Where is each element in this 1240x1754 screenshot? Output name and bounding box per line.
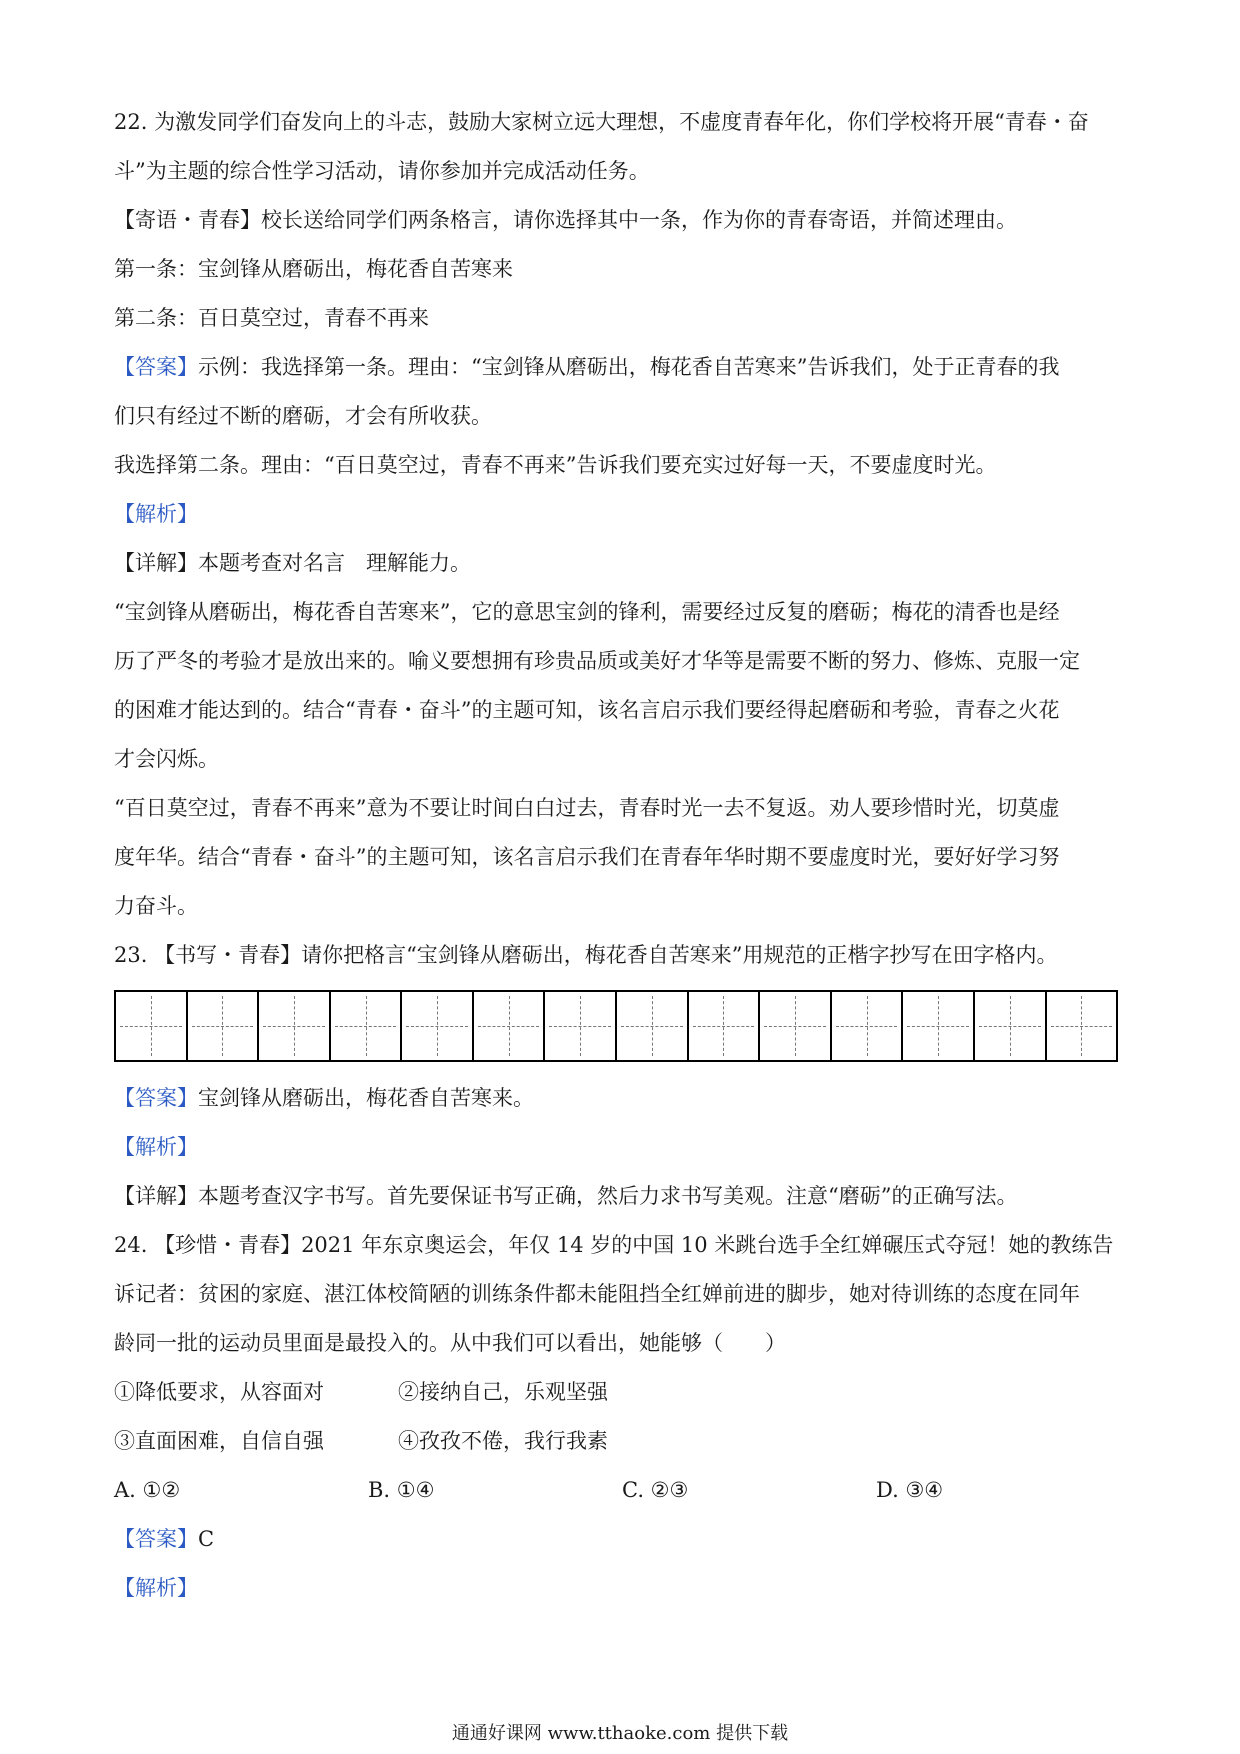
q22-answer-line-2: 们只有经过不断的磨砺，才会有所收获。: [114, 404, 492, 428]
tianzige-cell[interactable]: [400, 992, 472, 1060]
q23-answer: [114, 1074, 1130, 1123]
option-c[interactable]: C. ②③: [622, 1478, 689, 1502]
q22-intro-line-2: 斗”为主题的综合性学习活动，请你参加并完成活动任务。: [114, 159, 650, 183]
q24-stem-line-3: 龄同一批的运动员里面是最投入的。从中我们可以看出，她能够（ ）: [114, 1331, 786, 1355]
q22-para1-line-2: 历了严冬的考验才是放出来的。喻义要想拥有珍贵品质或美好才华等是需要不断的努力、修炼、克服一定: [114, 649, 1080, 673]
document-page: [114, 98, 1130, 1613]
q23-prompt: 23. 【书写・青春】请你把格言“宝剑锋从磨砺出，梅花香自苦寒来”用规范的正楷字抄写在田字格内。: [114, 943, 1058, 967]
q22-analysis-tag: 【解析】: [114, 502, 198, 526]
q22-detail: 【详解】本题考查对名言 理解能力。: [114, 551, 471, 575]
q22-para2-line-1: “百日莫空过，青春不再来”意为不要让时间白白过去，青春时光一去不复返。劝人要珍惜时光，切莫虚: [114, 796, 1060, 820]
tianzige-cell[interactable]: [615, 992, 687, 1060]
tianzige-cell[interactable]: [1045, 992, 1117, 1060]
statement-4: ④孜孜不倦，我行我素: [398, 1429, 608, 1453]
answer-text: 宝剑锋从磨砺出，梅花香自苦寒来。: [198, 1086, 534, 1110]
q24-statements-row-1: [114, 1368, 1130, 1417]
option-d[interactable]: D. ③④: [876, 1478, 944, 1502]
tianzige-cell[interactable]: [329, 992, 401, 1060]
tianzige-cell[interactable]: [543, 992, 615, 1060]
q22-maxim-1: 第一条：宝剑锋从磨砺出，梅花香自苦寒来: [114, 257, 513, 281]
tianzige-cell[interactable]: [472, 992, 544, 1060]
answer-tag: 【答案】: [114, 355, 198, 379]
q22-para1-line-4: 才会闪烁。: [114, 747, 219, 771]
q22-answer-line-3: 我选择第二条。理由：“百日莫空过，青春不再来”告诉我们要充实过好每一天，不要虚度时光。: [114, 453, 997, 477]
tianzige-cell[interactable]: [901, 992, 973, 1060]
page-footer[interactable]: 通通好课网 www.tthaoke.com 提供下载: [451, 1723, 789, 1744]
tianzige-cell[interactable]: [186, 992, 258, 1060]
answer-text: 示例：我选择第一条。理由：“宝剑锋从磨砺出，梅花香自苦寒来”告诉我们，处于正青春的我: [198, 355, 1060, 379]
q22-para2-line-3: 力奋斗。: [114, 894, 198, 918]
q24-analysis-tag: 【解析】: [114, 1576, 198, 1600]
tianzige-cell[interactable]: [116, 992, 186, 1060]
tianzige-cell[interactable]: [830, 992, 902, 1060]
q24-stem-line-1: 24. 【珍惜・青春】2021 年东京奥运会，年仅 14 岁的中国 10 米跳台选手全红婵碾压式夺冠！她的教练告: [114, 1233, 1114, 1257]
q22-para1-line-3: 的困难才能达到的。结合“青春・奋斗”的主题可知，该名言启示我们要经得起磨砺和考验，青春之火花: [114, 698, 1060, 722]
tianzige-cell[interactable]: [758, 992, 830, 1060]
q23-analysis-tag: 【解析】: [114, 1135, 198, 1159]
q24-answer: [114, 1515, 1130, 1564]
tianzige-cell[interactable]: [257, 992, 329, 1060]
q23-detail: 【详解】本题考查汉字书写。首先要保证书写正确，然后力求书写美观。注意“磨砺”的正确写法。: [114, 1184, 1018, 1208]
statement-2: ②接纳自己，乐观坚强: [398, 1380, 608, 1404]
q22-para1-line-1: “宝剑锋从磨砺出，梅花香自苦寒来”，它的意思宝剑的锋利，需要经过反复的磨砺；梅花的清香也是经: [114, 600, 1060, 624]
statement-1: ①降低要求，从容面对: [114, 1380, 324, 1404]
q24-options: [114, 1466, 1130, 1515]
answer-tag: 【答案】: [114, 1527, 198, 1551]
statement-3: ③直面困难，自信自强: [114, 1429, 324, 1453]
tianzige-cell[interactable]: [687, 992, 759, 1060]
q24-stem-line-2: 诉记者：贫困的家庭、湛江体校简陋的训练条件都未能阻挡全红婵前进的脚步，她对待训练的态度在同年: [114, 1282, 1080, 1306]
q22-maxim-2: 第二条：百日莫空过，青春不再来: [114, 306, 429, 330]
q22-intro-line-1: 22. 为激发同学们奋发向上的斗志，鼓励大家树立远大理想，不虚度青春年化，你们学校将开展“青春・奋: [114, 110, 1089, 134]
option-a[interactable]: A. ①②: [114, 1478, 181, 1502]
option-b[interactable]: B. ①④: [368, 1478, 435, 1502]
q22-task: 【寄语・青春】校长送给同学们两条格言，请你选择其中一条，作为你的青春寄语，并简述理由。: [114, 208, 1017, 232]
tianzige-cell[interactable]: [973, 992, 1045, 1060]
q22-answer-line-1: [114, 343, 1130, 392]
q22-para2-line-2: 度年华。结合“青春・奋斗”的主题可知，该名言启示我们在青春年华时期不要虚度时光，要好好学习努: [114, 845, 1060, 869]
answer-text: C: [198, 1527, 215, 1551]
tianzige-grid[interactable]: [114, 990, 1118, 1062]
answer-tag: 【答案】: [114, 1086, 198, 1110]
q24-statements-row-2: [114, 1417, 1130, 1466]
